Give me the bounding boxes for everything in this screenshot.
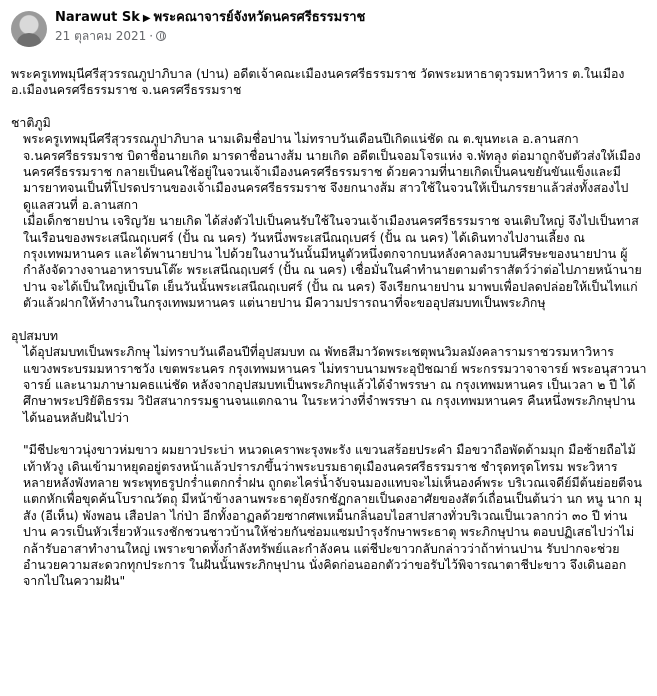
post-date-line	[55, 29, 365, 43]
spacer	[11, 426, 647, 442]
page-name[interactable]: พระคณาจารย์จังหวัดนครศรีธรรมราช	[153, 10, 366, 25]
spacer	[11, 312, 647, 328]
separator-dot: ·	[149, 28, 154, 43]
spacer	[11, 99, 647, 115]
globe-icon[interactable]	[156, 31, 166, 41]
avatar[interactable]	[11, 11, 47, 47]
post-body	[11, 66, 647, 590]
post-intro: พระครูเทพมุนีศรีสุวรรณภูปาภิบาล (ปาน) อดีตเจ้าคณะเมืองนครศรีธรรมราช วัดพระมหาธาตุวรมหาวิหาร ต.ในเมือง อ.เมืองนครศรีธรรมราช จ.นครศรีธรรมราช	[11, 66, 629, 98]
post-author-line	[55, 10, 365, 26]
section-title-birthplace: ชาติภูมิ	[11, 114, 51, 130]
section-title-ordination: อุปสมบท	[11, 327, 59, 343]
caret-right-icon: ▶	[142, 13, 151, 24]
section-quote: "มีชีปะขาวนุ่งขาวห่มขาว ผมยาวประบ่า หนวดเคราพะรุงพะรัง แขวนสร้อยประคำ มือขวาถือพัดด้ามมุก มือซ้ายถือไม้เท้าหัวงู เดินเข้ามาหยุดอยู่ตรงหน้าแล้วปรารภขึ้นว่าพระบรมธาตุเมืองนครศรีธรรมราช ชำรุดทรุดโทรม พระวิหารหลายหลังพังทลาย พระพุทธรูปกร่ำแตกกร่ำฝน ถูกตะไคร่น้ำจับจนมองแทบจะไม่เห็นองค์พระ บริเวณเจดีย์มีต้นย่อยตีจนแตกหักเพื่อขุดค้นโบราณวัตถุ มีหน้าข้างลานพระธาตุยังรกชัฏกลายเป็นดงอาศัยของสัตว์เถื่อนเป็นต้นว่า นก หนู นาก มุสัง (อีเห็น) พังพอน เสือปลา ไก่ป่า อีกทั้งอาฏลด้วยซากศพเหม็นกลิ่นอบไอสาปสางทั่วบริเวณเป็นเวลากว่า ๓๐ ปี ท่านปาน ควรเป็นหัวเรี่ยวหัวแรงชักชวนชาวบ้านให้ช่วยกันซ่อมแซมบำรุงรักษาพระธาตุ พระภิกษุปาน ตอบปฏิเสธไปว่าไม่กล้ารับอาสาทำงานใหญ่ เพราะขาดทั้งกำลังทรัพย์และกำลังคน แต่ชีปะขาวกลับกล่าวว่าถ้าท่านปาน รับปากจะช่วยอำนวยความสะดวกทุกประการ ในฝันนั้นพระภิกษุปาน นั่งคิดก่อนออกตัวว่าขอรับไว้พิจารณาตาชีปะขาว จึงเดินออกจากไปในความฝัน"	[23, 442, 643, 589]
post-meta	[55, 10, 365, 43]
section-paragraph: เมื่อเด็กชายปาน เจริญวัย นายเกิด ได้ส่งตัวไปเป็นคนรับใช้ในจวนเจ้าเมืองนครศรีธรรมราช จนเติบใหญ่ จึงไปเป็นทาสในเรือนของพระเสนีณฤเบศร์ (ปั้น ณ นคร) วันหนึ่งพระเสนีณฤเบศร์ (ปั้น ณ นคร) ได้เดินทางไปงานเลี้ยง ณ กรุงเทพมหานคร และได้พานายปาน ไปด้วยในงานวันนั้นมีหนูตัวหนึ่งตกจากบนหลังคาลงมาบนศีรษะของนายปาน ผู้กำลังจัดวางจานอาหารบนโต๊ะ พระเสนีณฤเบศร์ (ปั้น ณ นคร) เชื่อมั่นในคำทำนายตามตำราสัตว์ว่าต่อไปภายหน้านายปาน จะได้เป็นใหญ่เป็นโต เย็นวันนั้นพระเสนีณฤเบศร์ (ปั้น ณ นคร) จึงเรียกนายปาน มาพบเพื่อปลดปล่อยให้เป็นไทแก่ตัวแล้วฝากให้ทำงานในกรุงเทพมหานคร แต่นายปาน มีความปรารถนาที่จะขออุปสมบทเป็นพระภิกษุ	[23, 213, 642, 311]
section-paragraph: พระครูเทพมุนีศรีสุวรรณภูปาภิบาล นามเดิมชื่อปาน ไม่ทราบวันเดือนปีเกิดแน่ชัด ณ ต.ขุนทะเล อ.ลานสกา จ.นครศรีธรรมราช บิดาชื่อนายเกิด มารดาชื่อนางส้ม นายเกิด อดีตเป็นจอมโจรแห่ง จ.พัทลุง ต่อมาถูกจับตัวส่งให้เมืองนครศรีธรรมราช กลายเป็นคนใช้อยู่ในจวนเจ้าเมืองนครศรีธรรมราช ด้วยความที่นายเกิดเป็นคนขยันขันแข็งและมีมารยาทจนเป็นที่โปรดปรานของเจ้าเมืองนครศรีธรรมราช จึงยกนางส้ม สาวใช้ในจวนให้เป็นภรรยาแล้วส่งทั้งสองไปดูแลสวนที่ อ.ลานสกา	[23, 131, 641, 212]
section-paragraph: ได้อุปสมบทเป็นพระภิกษุ ไม่ทราบวันเดือนปีที่อุปสมบท ณ พัทธสีมาวัดพระเชตุพนวิมลมังคลารามราชวรมหาวิหาร แขวงพระบรมมหาราชวัง เขตพระนคร กรุงเทพมหานคร ไม่ทราบนามพระอุปัชฌาย์ พระกรรมวาจาจารย์ พระอนุสาวนาจารย์ และนามภาษามคธแน่ชัด หลังจากอุปสมบทเป็นพระภิกษุแล้วได้จำพรรษา ณ กรุงเทพมหานคร เป็นเวลา ๒ ปี ได้ศึกษาพระปริยัติธรรม วิปัสสนากรรมฐานจนแตกฉาน ในระหว่างที่จำพรรษา ณ กรุงเทพมหานคร คืนหนึ่งพระภิกษุปาน ได้นอนหลับฝันไปว่า	[23, 344, 647, 425]
post-date[interactable]: 21 ตุลาคม 2021	[55, 28, 147, 43]
post-header	[11, 10, 646, 58]
author-name[interactable]: Narawut Sk	[55, 10, 140, 25]
